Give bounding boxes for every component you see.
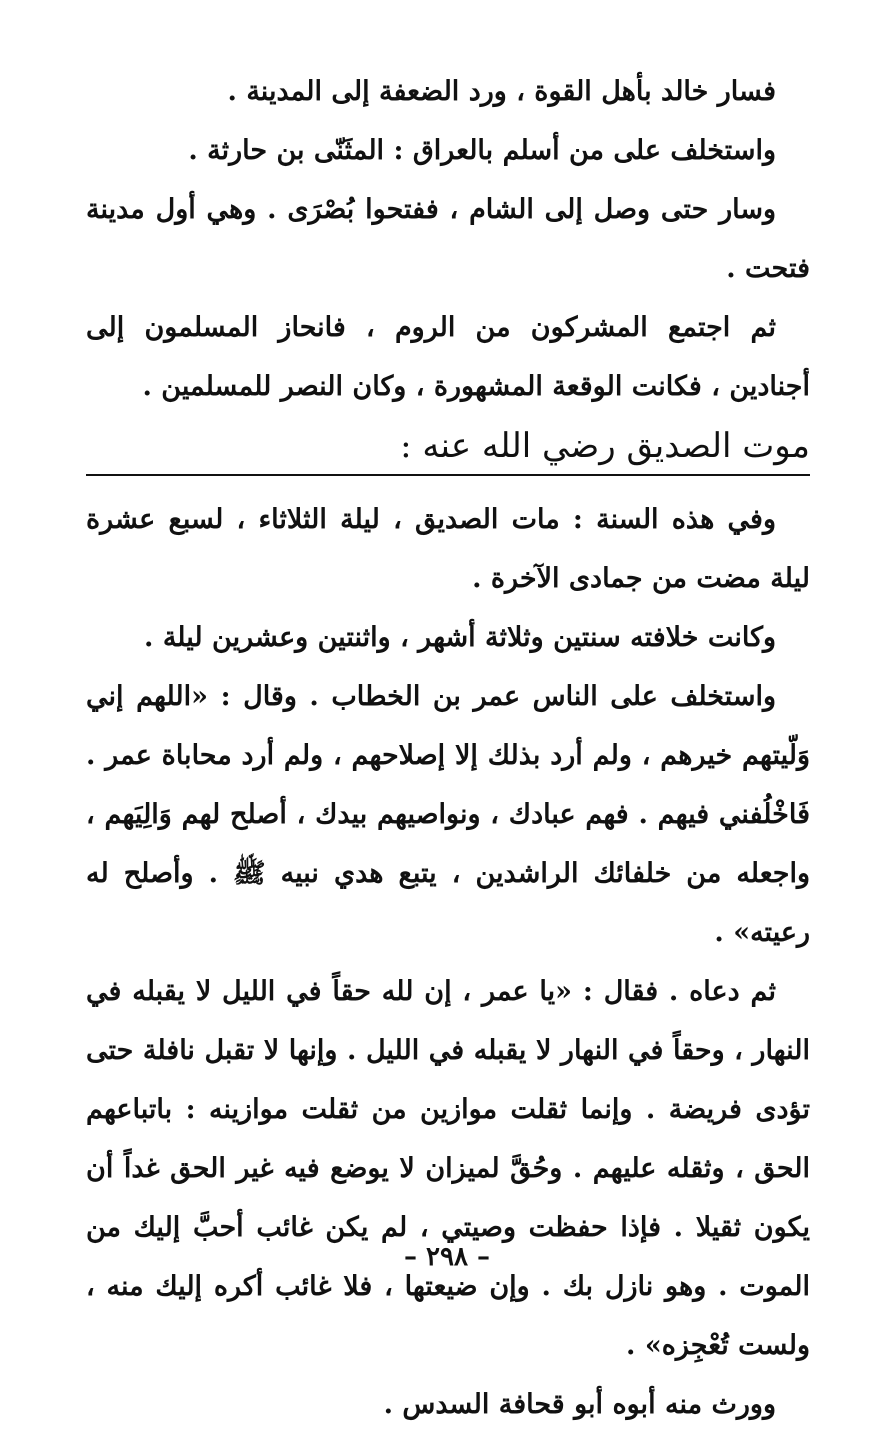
paragraph-ajnadayn: ثم اجتمع المشركون من الروم ، فانحاز المسلمون إلى أجنادين ، فكانت الوقعة المشهورة ، وكان النصر للمسلمين . [86,312,810,402]
paragraph-death-date: وفي هذه السنة : مات الصديق ، ليلة الثلاثاء ، لسبع عشرة ليلة مضت من جمادى الآخرة . [86,504,810,594]
paragraph-busra: وسار حتى وصل إلى الشام ، ففتحوا بُصْرَى . وهي أول مدينة فتحت . [86,194,810,284]
paragraph-advice-to-umar: ثم دعاه . فقال : «يا عمر ، إن لله حقاً في الليل لا يقبله في النهار ، وحقاً في النهار لا يقبله في الليل . وإنها لا تقبل نافلة حتى تؤدى فريضة . وإنما ثقلت موازين من ثقلت موازينه : باتباعهم الحق ، وثقله عليهم . وحُقَّ لميزان لا يوضع فيه غير الحق غداً أن يكون ثقيلا . فإذا حفظت وصيتي ، لم يكن غائب أحبَّ إليك من الموت . وهو نازل بك . وإن ضيعتها ، فلا غائب أكره إليك منه ، ولست تُعْجِزه» . [86,976,810,1361]
paragraph-caliphate-length: وكانت خلافته سنتين وثلاثة أشهر ، واثنتين وعشرين ليلة . [144,622,776,653]
section-heading: موت الصديق رضي الله عنه : [86,420,810,476]
page-number: – ٢٩٨ – [403,1242,491,1272]
page-body [86,62,810,1434]
paragraph-muthanna: واستخلف على من أسلم بالعراق : المثَنّى بن حارثة . [188,135,776,166]
paragraph-umar-appointment: واستخلف على الناس عمر بن الخطاب . وقال : «اللهم إني وَلّيتهم خيرهم ، ولم أرد بذلك إلا إصلاحهم ، ولم أرد محاباة عمر . فَاخْلُفني فيهم . فهم عبادك ، ونواصيهم بيدك ، أصلح لهم وَالِيَهم ، واجعله من خلفائك الراشدين ، يتبع هدي نبيه ﷺ . وأصلح له رعيته» . [86,681,810,948]
paragraph-khalid-march: فسار خالد بأهل القوة ، ورد الضعفة إلى المدينة . [227,76,776,107]
paragraph-inheritance: وورث منه أبوه أبو قحافة السدس . [383,1389,776,1420]
